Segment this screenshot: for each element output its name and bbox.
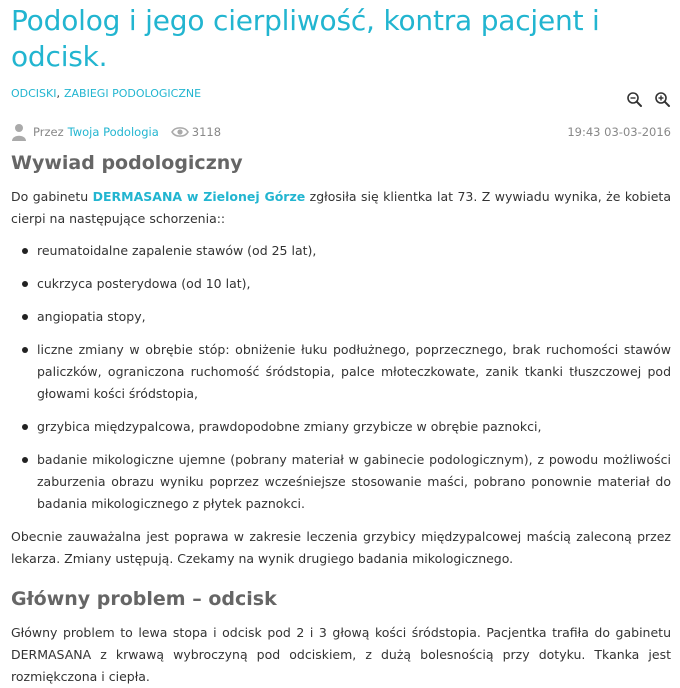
list-item: angiopatia stopy, [11, 306, 671, 328]
zoom-out-icon[interactable] [626, 91, 643, 108]
eye-icon [171, 125, 189, 139]
category-separator: , [56, 87, 60, 100]
list-item: badanie mikologiczne ujemne (pobrany materiał w gabinecie podologicznym), z powodu możliwości zaburzenia obrazu wyniku poprzez wcześniejsze stosowanie maści, pobrano ponownie materiał do badania mikologicznego z płytek paznokci. [11, 449, 671, 515]
closing-paragraph: Obecnie zauważalna jest poprawa w zakresie leczenia grzybicy międzypalcowej maścią zaleconą przez lekarza. Zmiany ustępują. Czekamy na wynik drugiego badania mikologicznego. [11, 529, 671, 566]
section-heading-interview: Wywiad podologiczny [11, 152, 243, 174]
conditions-list [11, 240, 671, 515]
category-links [11, 87, 671, 109]
list-item: reumatoidalne zapalenie stawów (od 25 lat), [11, 240, 671, 262]
author-link[interactable]: Twoja Podologia [67, 125, 159, 139]
intro-text-after: zgłosiła się klientka lat 73. Z wywiadu wynika, że kobieta cierpi na następujące schorzenia:: [11, 189, 671, 226]
zoom-in-icon[interactable] [654, 91, 671, 108]
user-icon [11, 123, 27, 141]
article-title: Podolog i jego cierpliwość, kontra pacjent i odcisk. [11, 4, 600, 73]
by-label: Przez [33, 125, 64, 139]
section-heading-main-problem: Główny problem – odcisk [11, 588, 277, 610]
list-item: liczne zmiany w obrębie stóp: obniżenie łuku podłużnego, poprzecznego, brak ruchomości stawów paliczków, ograniczona ruchomość śródstopia, palce młoteczkowate, zanik tkanki tłuszczowej pod głowami kości śródstopia, [11, 339, 671, 405]
main-problem-paragraph: Główny problem to lewa stopa i odcisk pod 2 i 3 głową kości śródstopia. Pacjentka trafiła do gabinetu DERMASANA z krwawą wybroczyną pod odciskiem, z dużą bolesnością przy dotyku. Tkanka jest rozmiękczona i ciepła. [11, 625, 671, 684]
list-item: grzybica międzypalcowa, prawdopodobne zmiany grzybicze w obrębie paznokci, [11, 416, 671, 438]
article-meta [11, 122, 671, 142]
view-count: 3118 [191, 125, 222, 139]
list-item: cukrzyca posterydowa (od 10 lat), [11, 273, 671, 295]
category-link-odciski[interactable]: ODCISKI [11, 87, 57, 100]
intro-text-before: Do gabinetu [11, 189, 93, 204]
zoom-controls [626, 91, 671, 108]
clinic-link[interactable]: DERMASANA w Zielonej Górze [92, 189, 306, 204]
publish-date: 19:43 03-03-2016 [567, 125, 671, 139]
intro-paragraph [11, 186, 671, 230]
category-link-zabiegi[interactable]: ZABIEGI PODOLOGICZNE [64, 87, 202, 100]
